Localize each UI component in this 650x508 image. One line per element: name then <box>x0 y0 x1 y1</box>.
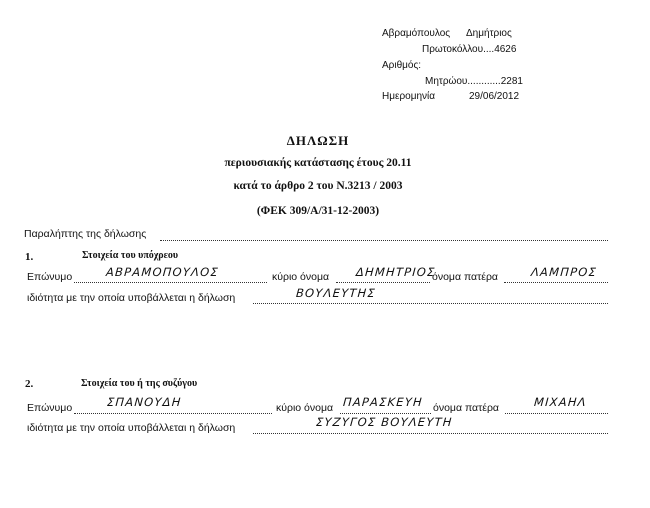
s1-father-line <box>504 281 608 283</box>
s1-name-line <box>336 281 430 283</box>
title-line-1: περιουσιακής κατάστασης έτους 20.11 <box>224 157 412 169</box>
s2-name-label: κύριο όνομα <box>276 402 334 414</box>
s1-capacity-line <box>253 302 608 304</box>
recipient-field-line <box>160 239 608 241</box>
title-line-3: (ΦΕΚ 309/Α/31-12-2003) <box>256 205 380 217</box>
s2-name-value: ΠΑΡΑΣΚΕΥΗ <box>342 395 424 409</box>
section-1-title: Στοιχεία του υπόχρεου <box>82 250 179 261</box>
s1-father-label: όνομα πατέρα <box>432 271 499 283</box>
s2-capacity-label: ιδιότητα με την οποία υποβάλλεται η δήλωση <box>27 422 236 434</box>
s1-surname-value: ΑΒΡΑΜΟΠΟΥΛΟΣ <box>105 265 220 279</box>
s1-name-label: κύριο όνομα <box>272 271 330 283</box>
date-value: 29/06/2012 <box>469 91 520 102</box>
s2-father-label: όνομα πατέρα <box>433 402 500 414</box>
declarant-surname: Αβραμόπουλος <box>382 28 451 39</box>
date-label: Ημερομηνία <box>382 91 436 102</box>
s2-capacity-value: ΣΥΖΥΓΟΣ ΒΟΥΛΕΥΤΗ <box>315 415 454 429</box>
s2-father-value: ΜΙΧΑΗΛ <box>533 395 588 409</box>
number-label: Αριθμός: <box>382 60 422 71</box>
section-2-title: Στοιχεία του ή της συζύγου <box>81 378 198 389</box>
s1-surname-line <box>74 281 267 283</box>
s2-name-line <box>340 412 431 414</box>
protocol-number: Πρωτοκόλλου....4626 <box>422 44 517 55</box>
s2-surname-value: ΣΠΑΝΟΥΔΗ <box>106 395 183 409</box>
s2-father-line <box>505 412 608 414</box>
recipient-label: Παραλήπτης της δήλωσης <box>24 228 147 240</box>
title-line-2: κατά το άρθρο 2 του Ν.3213 / 2003 <box>233 180 403 192</box>
s2-capacity-line <box>253 432 608 434</box>
section-1-number: 1. <box>25 251 34 263</box>
s2-surname-label: Επώνυμο <box>27 402 73 414</box>
registry-number: Μητρώου............2281 <box>425 76 523 87</box>
s1-capacity-value: ΒΟΥΛΕΥΤΗΣ <box>295 286 377 300</box>
s1-name-value: ΔΗΜΗΤΡΙΟΣ <box>355 265 437 279</box>
s1-father-value: ΛΑΜΠΡΟΣ <box>530 265 598 279</box>
s1-capacity-label: ιδιότητα με την οποία υποβάλλεται η δήλωση <box>27 292 236 304</box>
section-2-number: 2. <box>25 378 34 390</box>
s1-surname-label: Επώνυμο <box>27 271 73 283</box>
s2-surname-line <box>74 412 272 414</box>
document-title: ΔΗΛΩΣΗ <box>286 133 350 148</box>
declarant-first-name: Δημήτριος <box>466 28 512 39</box>
